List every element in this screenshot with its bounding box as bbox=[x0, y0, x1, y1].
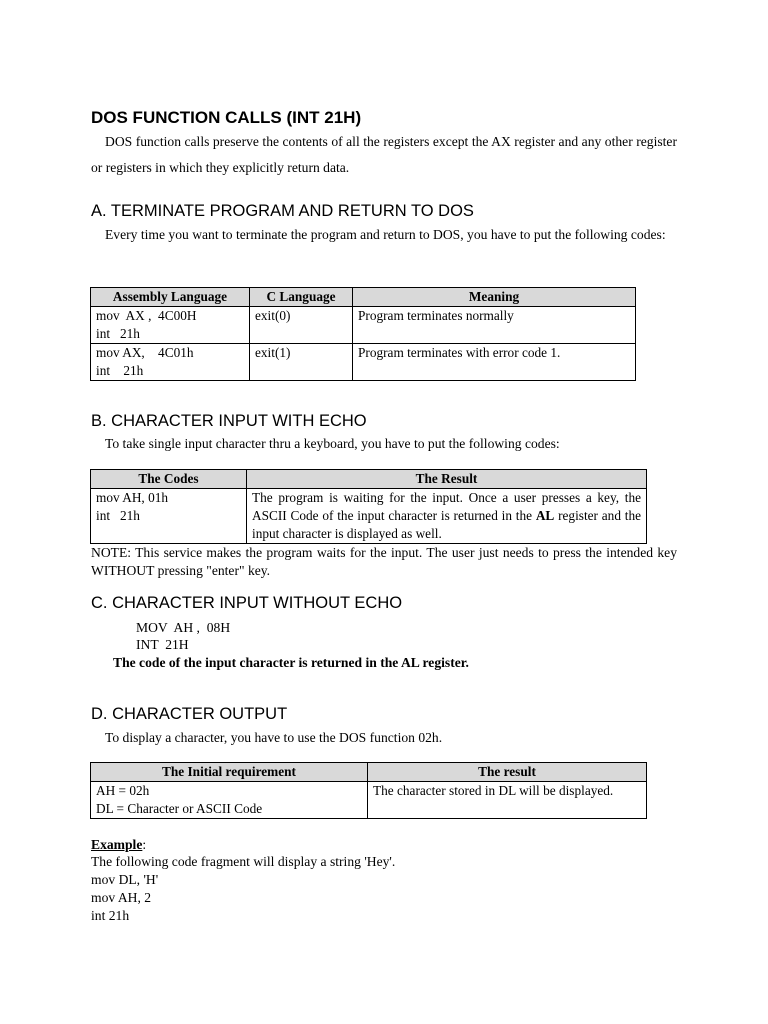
asm-cell: mov AX , 4C00H int 21h bbox=[91, 307, 250, 344]
section-c-bold-text: The code of the input character is returned in the AL register. bbox=[113, 655, 469, 670]
table-row bbox=[91, 782, 647, 819]
table-header-row bbox=[91, 288, 636, 307]
section-d-heading: D. CHARACTER OUTPUT bbox=[91, 705, 288, 723]
example-code-line: mov DL, 'H' bbox=[91, 872, 159, 887]
section-b-text: To take single input character thru a keyboard, you have to put the following codes: bbox=[105, 436, 560, 451]
table-row bbox=[91, 489, 647, 544]
c-cell: exit(0) bbox=[250, 307, 353, 344]
code-line: INT 21H bbox=[136, 637, 189, 652]
section-b-heading: B. CHARACTER INPUT WITH ECHO bbox=[91, 412, 367, 430]
code-cell: mov AH, 01h int 21h bbox=[91, 489, 247, 544]
note-text: NOTE: This service makes the program waits for the input. The user just needs to press the intended key WITHOUT pressing "enter" key. bbox=[91, 545, 677, 578]
example-description: The following code fragment will display a string 'Hey'. bbox=[91, 854, 396, 869]
column-header: C Language bbox=[250, 288, 353, 307]
requirement-cell: AH = 02h DL = Character or ASCII Code bbox=[91, 782, 368, 819]
column-header: Meaning bbox=[353, 288, 636, 307]
c-cell: exit(1) bbox=[250, 344, 353, 381]
input-echo-table bbox=[90, 469, 647, 544]
table-row bbox=[91, 307, 636, 344]
page-title: DOS FUNCTION CALLS (INT 21H) bbox=[91, 108, 362, 127]
example-code-line: mov AH, 2 bbox=[91, 890, 152, 905]
result-cell: The character stored in DL will be displayed. bbox=[368, 782, 647, 819]
char-output-table bbox=[90, 762, 647, 819]
column-header: The Result bbox=[247, 470, 647, 489]
column-header: The Codes bbox=[91, 470, 247, 489]
table-header-row bbox=[91, 763, 647, 782]
example-code-line: int 21h bbox=[91, 908, 130, 923]
table-header-row bbox=[91, 470, 647, 489]
column-header: Assembly Language bbox=[91, 288, 250, 307]
meaning-cell: Program terminates with error code 1. bbox=[353, 344, 636, 381]
example-heading: Example: bbox=[91, 837, 147, 852]
section-d-text: To display a character, you have to use the DOS function 02h. bbox=[105, 730, 443, 745]
intro-paragraph: DOS function calls preserve the contents of all the registers except the AX register and any other register or registers in which they explicitly return data. bbox=[91, 134, 677, 175]
table-row bbox=[91, 344, 636, 381]
column-header: The Initial requirement bbox=[91, 763, 368, 782]
result-cell: The program is waiting for the input. Once a user presses a key, the ASCII Code of the input character is returned in the AL register and the input character is displayed as well. bbox=[247, 489, 647, 544]
section-a-text: Every time you want to terminate the program and return to DOS, you have to put the following codes: bbox=[105, 227, 666, 242]
section-c-heading: C. CHARACTER INPUT WITHOUT ECHO bbox=[91, 594, 403, 612]
meaning-cell: Program terminates normally bbox=[353, 307, 636, 344]
asm-cell: mov AX, 4C01h int 21h bbox=[91, 344, 250, 381]
section-a-heading: A. TERMINATE PROGRAM AND RETURN TO DOS bbox=[91, 202, 474, 220]
terminate-table bbox=[90, 287, 636, 381]
column-header: The result bbox=[368, 763, 647, 782]
code-line: MOV AH , 08H bbox=[136, 620, 231, 635]
